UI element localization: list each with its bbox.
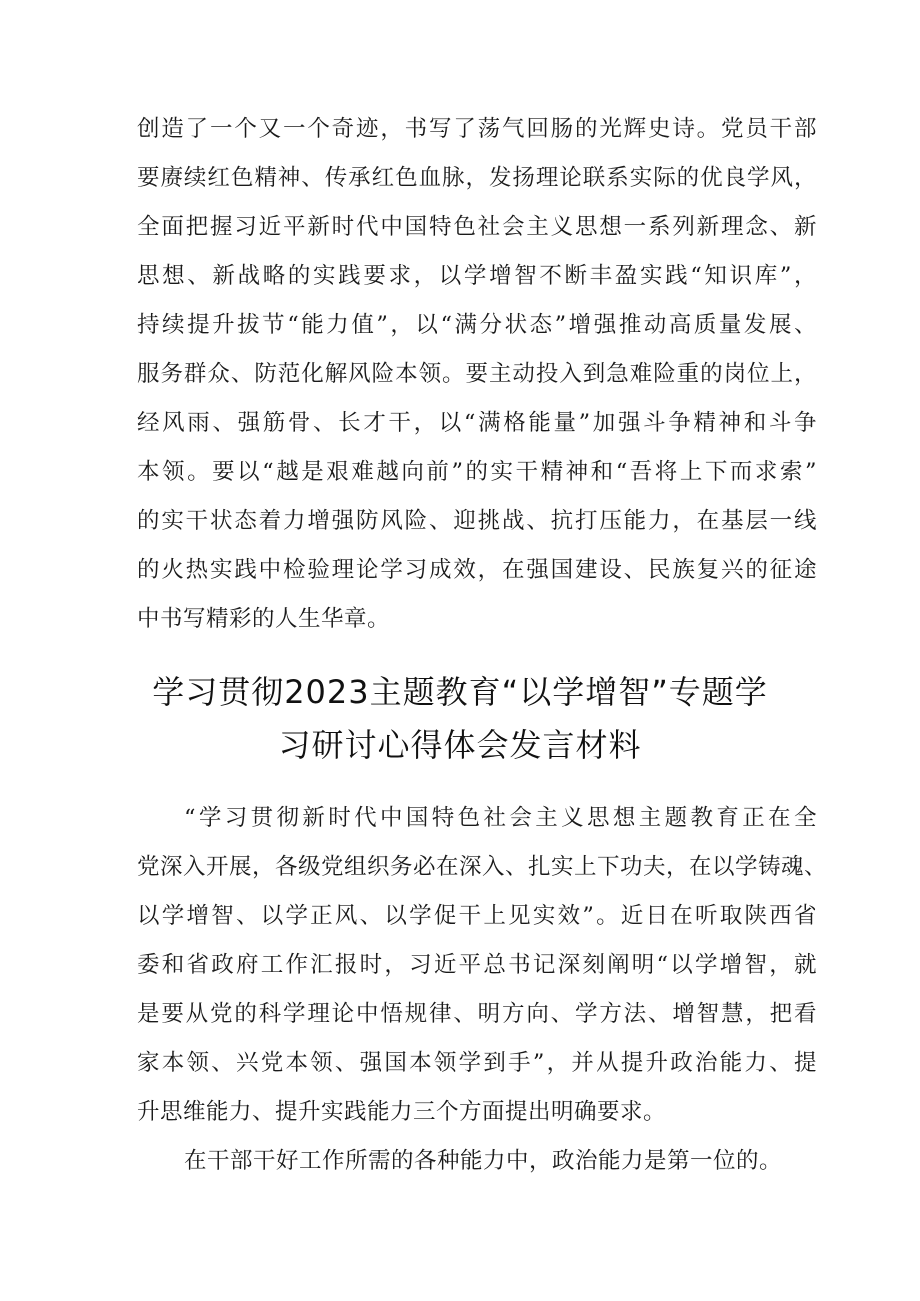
text-line: 要赓续红色精神、传承红色血脉，发扬理论联系实际的优良学风， bbox=[137, 165, 817, 191]
text-line-indented: “学习贯彻新时代中国特色社会主义思想主题教育正在全 bbox=[184, 805, 817, 831]
text-line: 党深入开展，各级党组织务必在深入、扎实上下功夫，在以学铸魂、 bbox=[137, 854, 828, 880]
text-line: 思想、新战略的实践要求，以学增智不断丰盈实践“知识库”， bbox=[137, 263, 817, 289]
heading-line-2: 习研讨心得体会发言材料 bbox=[278, 726, 642, 764]
text-line-indented: 在干部干好工作所需的各种能力中，政治能力是第一位的。 bbox=[184, 1148, 783, 1174]
text-line: 委和省政府工作汇报时，习近平总书记深刻阐明“以学增智，就 bbox=[137, 952, 817, 978]
text-line: 创造了一个又一个奇迹，书写了荡气回肠的光辉史诗。党员干部 bbox=[137, 116, 817, 142]
text-line: 是要从党的科学理论中悟规律、明方向、学方法、增智慧，把看 bbox=[137, 1001, 817, 1027]
text-line: 中书写精彩的人生华章。 bbox=[137, 606, 391, 632]
text-line: 经风雨、强筋骨、长才干，以“满格能量”加强斗争精神和斗争 bbox=[137, 410, 817, 436]
text-line: 服务群众、防范化解风险本领。要主动投入到急难险重的岗位上， bbox=[137, 361, 817, 387]
text-line: 以学增智、以学正风、以学促干上见实效”。近日在听取陕西省 bbox=[137, 903, 817, 929]
text-line: 的实干状态着力增强防风险、迎挑战、抗打压能力，在基层一线 bbox=[137, 508, 817, 534]
text-line: 升思维能力、提升实践能力三个方面提出明确要求。 bbox=[137, 1099, 667, 1125]
heading-line-1: 学习贯彻2023主题教育“以学增智”专题学 bbox=[152, 673, 768, 711]
text-line: 持续提升拔节“能力值”，以“满分状态”增强推动高质量发展、 bbox=[137, 312, 817, 338]
text-line: 全面把握习近平新时代中国特色社会主义思想一系列新理念、新 bbox=[137, 214, 817, 240]
text-line: 的火热实践中检验理论学习成效，在强国建设、民族复兴的征途 bbox=[137, 557, 817, 583]
text-line: 本领。要以“越是艰难越向前”的实干精神和“吾将上下而求索” bbox=[137, 459, 817, 485]
text-line: 家本领、兴党本领、强国本领学到手”，并从提升政治能力、提 bbox=[137, 1050, 817, 1076]
